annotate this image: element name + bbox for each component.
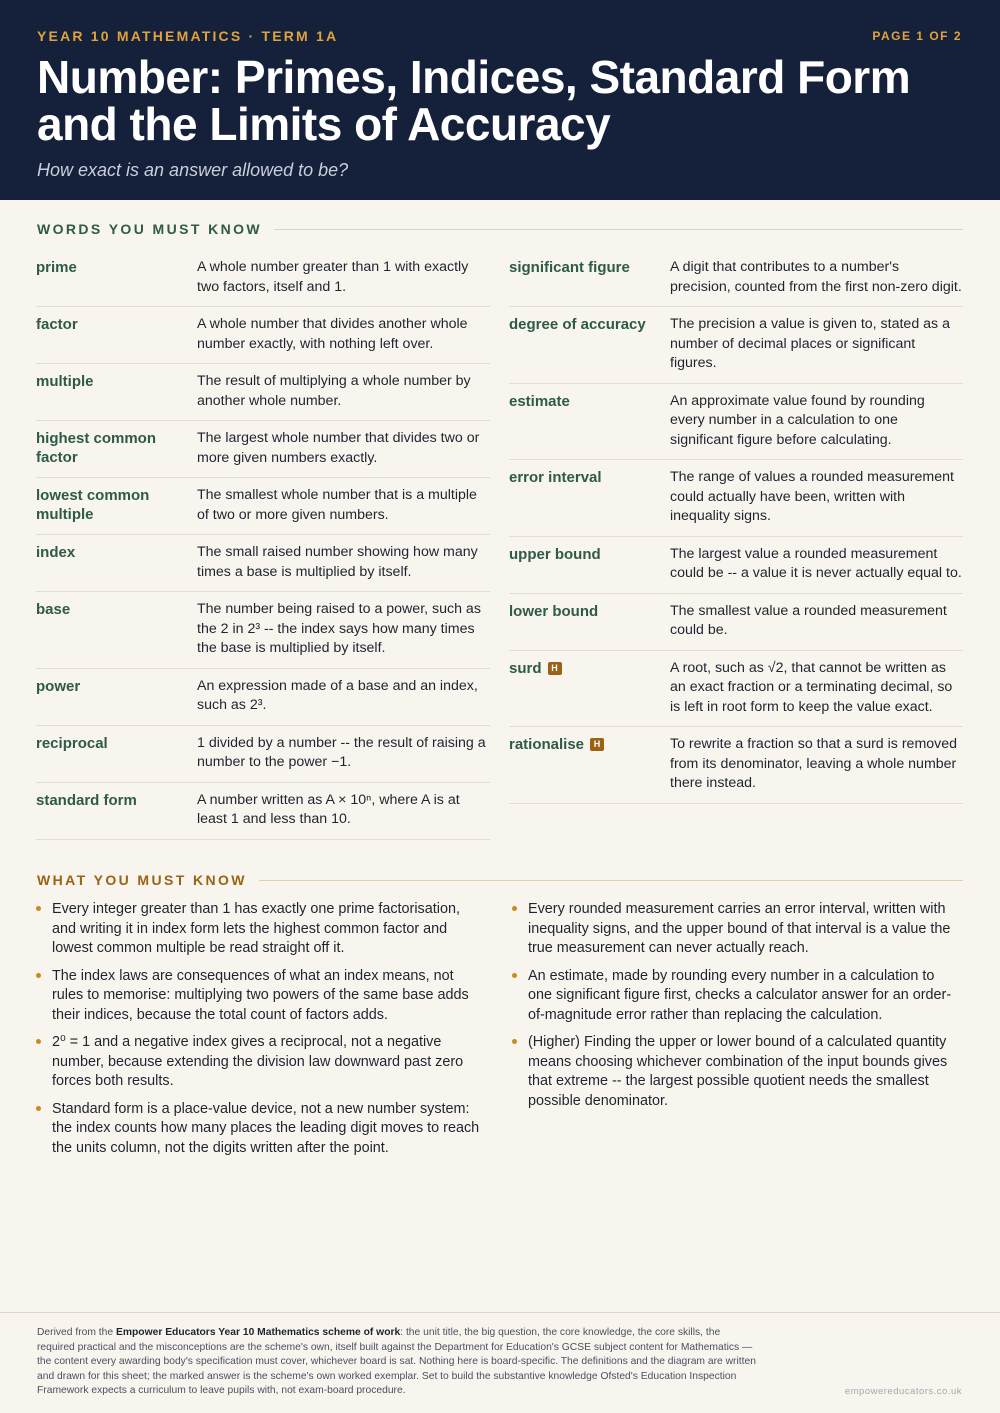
glossary-term-text: base (36, 601, 71, 618)
glossary-term (36, 543, 197, 582)
knowledge-point-text: Standard form is a place-value device, not a new number system: the index counts how many places the leading digit moves to reach the units column, not the digits written after the point. (52, 1100, 480, 1156)
glossary-term-text: lower bound (509, 602, 599, 620)
glossary-term-text: surd (509, 659, 542, 677)
glossary-term-text: significant figure (509, 259, 630, 276)
footer-source-name: Empower Educators Year 10 Mathematics scheme of work (115, 1327, 401, 1338)
glossary-term-text: factor (36, 316, 78, 333)
glossary-definition: A whole number greater than 1 with exactly two factors, itself and 1. (197, 259, 469, 295)
big-question: How exact is an answer allowed to be? (37, 160, 349, 180)
glossary-term-text: multiple (36, 373, 94, 390)
knowledge-point-text: Every integer greater than 1 has exactly one prime factorisation, and writing it in index form lets the highest common factor and lowest common multiple be read straight off it. (52, 901, 460, 956)
bullet-icon (512, 1039, 517, 1044)
bullet-icon (36, 1106, 41, 1111)
bullet-icon (36, 973, 41, 978)
glossary-row (36, 421, 490, 478)
glossary-definition: A root, such as √2, that cannot be written as an exact fraction or a terminating decimal, so is left in root form to keep the value exact. (670, 659, 953, 715)
glossary-row (36, 783, 490, 840)
knowledge-point-text: An estimate, made by rounding every number in a calculation to one significant figure first, checks a calculator answer for an order-of-magnitude error rather than replacing the calculation. (528, 967, 952, 1023)
glossary-row (509, 307, 963, 384)
knowledge-point (512, 1033, 960, 1111)
glossary-row (509, 727, 963, 804)
know-heading-label: WHAT YOU MUST KNOW (37, 872, 247, 888)
knowledge-point-text: Every rounded measurement carries an error interval, written with inequality signs, and the upper bound of that interval is a value the true measurement can never actually reach. (528, 901, 951, 956)
glossary-definition: The largest whole number that divides two or more given numbers exactly. (197, 430, 480, 466)
glossary-term (509, 468, 670, 527)
glossary-definition: The smallest whole number that is a multiple of two or more given numbers. (197, 487, 477, 523)
glossary-term-text: lowest common multiple (36, 487, 150, 523)
know-heading-rule (259, 880, 963, 881)
glossary-term (509, 735, 670, 794)
glossary-term-text: upper bound (509, 545, 601, 563)
footer-body: : the unit title, the big question, the core knowledge, the core skills, the required practical and the misconceptions are the scheme's own, itself built against the Department for Education's GCSE subject content for Mathematics — the content every awarding body's specification must cover, whichever board is sat. Nothing here is board-specific. The definitions and the diagram are written and drawn for this sheet; the marked answer is the scheme's own worked exemplar. Set to build the substantive knowledge Ofsted's Education Inspection Framework expects a curriculum to leave pupils with, not exam-board procedure. (37, 1327, 756, 1396)
knowledge-point-text: The index laws are consequences of what an index means, not rules to memorise: multiplying two powers of the same base adds their indices, because the total count of factors adds. (52, 967, 469, 1023)
glossary-term (509, 392, 670, 451)
glossary-row (509, 250, 963, 307)
bullet-icon (36, 1039, 41, 1044)
glossary-definition: A whole number that divides another whole number exactly, with nothing left over. (197, 316, 468, 352)
knowledge-list-right (512, 900, 960, 1119)
glossary-definition: The largest value a rounded measurement could be -- a value it is never actually equal to. (670, 545, 962, 581)
glossary-row (36, 478, 490, 535)
glossary-term (509, 315, 670, 374)
glossary-term-text: power (36, 677, 81, 695)
glossary-term (36, 791, 197, 830)
glossary-term-text: reciprocal (36, 734, 108, 752)
glossary-definition: A digit that contributes to a number's precision, counted from the first non-zero digit. (670, 259, 962, 295)
glossary-row (36, 592, 490, 669)
knowledge-point (36, 1100, 484, 1159)
footer-note (37, 1326, 757, 1399)
glossary-row (36, 307, 490, 364)
glossary-row (509, 537, 963, 594)
glossary-definition: The result of multiplying a whole number by another whole number. (197, 373, 471, 409)
glossary-term-text: degree of accuracy (509, 316, 646, 333)
glossary-term-text: rationalise (509, 736, 585, 753)
glossary-definition: 1 divided by a number -- the result of raising a number to the power −1. (197, 734, 486, 770)
words-section-heading (37, 221, 963, 237)
glossary-row (509, 651, 963, 728)
words-heading-label: WORDS YOU MUST KNOW (37, 221, 263, 237)
glossary-row (509, 460, 963, 537)
knowledge-point-text: (Higher) Finding the upper or lower bound of a calculated quantity means choosing whichever combination of the input bounds gives that extreme -- the largest possible quotient needs the smallest possible denominator. (528, 1034, 948, 1109)
bullet-icon (512, 973, 517, 978)
glossary-definition: An expression made of a base and an index, such as 2³. (197, 677, 478, 713)
knowledge-point-text: 2⁰ = 1 and a negative index gives a reciprocal, not a negative number, because extending the division law downward past zero forces both results. (52, 1034, 464, 1089)
knowledge-list-left (36, 900, 484, 1166)
glossary-term (36, 486, 197, 525)
bullet-icon (512, 906, 517, 911)
words-heading-rule (274, 229, 963, 230)
higher-tier-badge: H (590, 738, 604, 751)
glossary-term-text: error interval (509, 469, 602, 486)
glossary-row (36, 535, 490, 592)
glossary-row (509, 384, 963, 461)
glossary-term (36, 600, 197, 659)
know-section-heading (37, 872, 963, 888)
glossary-term (509, 602, 670, 641)
glossary-definition: An approximate value found by rounding every number in a calculation to one significant figure before calculating. (670, 392, 925, 448)
glossary-term (509, 545, 670, 584)
knowledge-point (36, 1033, 484, 1092)
glossary-row (36, 364, 490, 421)
glossary-term-text: prime (36, 259, 77, 276)
knowledge-point (512, 967, 960, 1026)
page-title: Number: Primes, Indices, Standard Form and the Limits of Accuracy (37, 51, 911, 150)
glossary-row (36, 726, 490, 783)
glossary-term-text: estimate (509, 392, 570, 410)
knowledge-point (512, 900, 960, 959)
glossary-term (36, 734, 197, 773)
higher-tier-badge: H (548, 662, 562, 675)
glossary-term (36, 372, 197, 411)
glossary-term-text: index (36, 544, 76, 561)
bullet-icon (36, 906, 41, 911)
glossary-term-text: standard form (36, 791, 137, 809)
website-url: empowereducators.co.uk (844, 1386, 962, 1397)
glossary-term (36, 258, 197, 297)
course-kicker: YEAR 10 MATHEMATICS · TERM 1A (37, 28, 339, 44)
glossary-term (509, 258, 670, 297)
footer-prefix: Derived from the (37, 1327, 116, 1338)
glossary-definition: To rewrite a fraction so that a surd is removed from its denominator, leaving a whole number there instead. (670, 736, 958, 791)
glossary-definition: The number being raised to a power, such as the 2 in 2³ -- the index says how many times the base is multiplied by itself. (197, 601, 481, 656)
knowledge-point (36, 967, 484, 1026)
glossary-term (36, 677, 197, 716)
glossary-row (509, 594, 963, 651)
page-number: PAGE 1 OF 2 (872, 29, 962, 43)
glossary-definition: The smallest value a rounded measurement could be. (670, 602, 947, 638)
knowledge-point (36, 900, 484, 959)
glossary-term (36, 315, 197, 354)
glossary-definition: The range of values a rounded measurement could actually have been, written with inequality signs. (670, 469, 954, 524)
glossary-left-column (36, 250, 490, 840)
glossary-definition: The precision a value is given to, stated as a number of decimal places or significant figures. (670, 316, 950, 371)
glossary-term (36, 429, 197, 468)
glossary-term (509, 659, 670, 718)
glossary-definition: A number written as A × 10ⁿ, where A is at least 1 and less than 10. (197, 791, 460, 827)
source-footer (0, 1312, 1000, 1413)
glossary-definition: The small raised number showing how many times a base is multiplied by itself. (197, 544, 478, 580)
page-header (0, 0, 1000, 200)
glossary-row (36, 669, 490, 726)
glossary-term-text: highest common factor (36, 430, 157, 466)
glossary-right-column (509, 250, 963, 804)
glossary-row (36, 250, 490, 307)
